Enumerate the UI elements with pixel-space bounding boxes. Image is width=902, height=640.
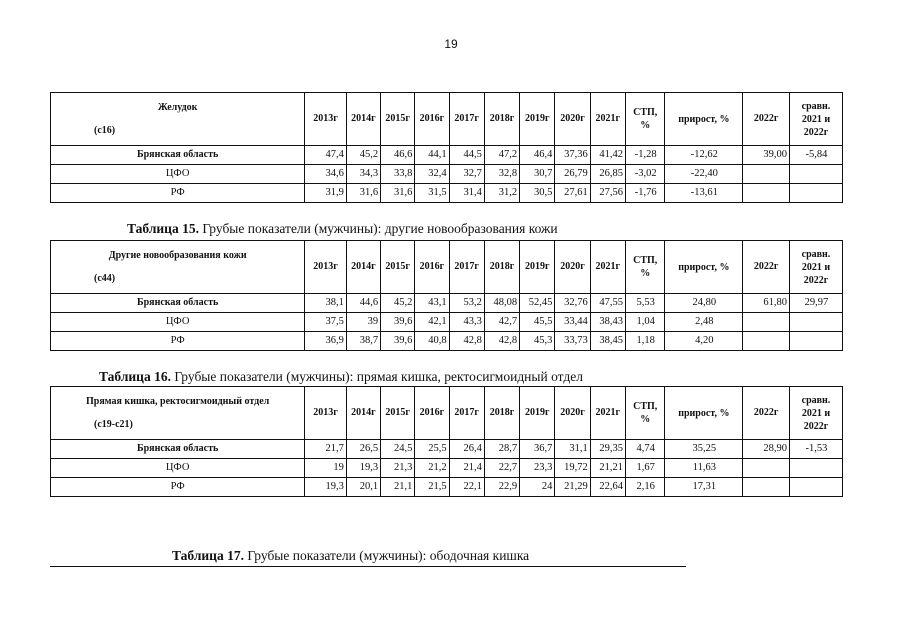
column-header-year-2020: 2020г — [555, 241, 590, 294]
column-header-year-2015: 2015г — [381, 241, 415, 294]
column-header-year-2022: 2022г — [743, 241, 790, 294]
icd-code: (с19-с21) — [94, 419, 133, 430]
column-header-year-2018: 2018г — [484, 93, 519, 146]
table-row — [51, 478, 843, 497]
cell-year-2020: 32,76 — [555, 294, 590, 313]
column-header-year-2021: 2021г — [590, 241, 625, 294]
cell-year-2020: 19,72 — [555, 459, 590, 478]
cell-year-2014: 44,6 — [346, 294, 380, 313]
region-label: Брянская область — [51, 440, 305, 459]
cell-year-2018: 42,7 — [484, 313, 519, 332]
cell-compare-2021-2022 — [789, 313, 842, 332]
cell-stp-percent: -3,02 — [625, 165, 664, 184]
cell-year-2013: 38,1 — [305, 294, 347, 313]
cell-year-2014: 20,1 — [346, 478, 380, 497]
cell-year-2022: 28,90 — [743, 440, 790, 459]
cell-year-2013: 19,3 — [305, 478, 347, 497]
cell-growth-percent: 2,48 — [665, 313, 743, 332]
cell-year-2015: 46,6 — [381, 146, 415, 165]
cell-year-2015: 21,1 — [381, 478, 415, 497]
cell-year-2021: 22,64 — [590, 478, 625, 497]
cell-year-2022 — [743, 478, 790, 497]
cell-year-2018: 22,7 — [484, 459, 519, 478]
cell-year-2020: 37,36 — [555, 146, 590, 165]
cell-stp-percent: 5,53 — [625, 294, 664, 313]
cell-year-2017: 53,2 — [449, 294, 484, 313]
region-label: РФ — [51, 184, 305, 203]
cell-compare-2021-2022 — [789, 459, 842, 478]
column-header-year-2015: 2015г — [381, 387, 415, 440]
column-header-year-2015: 2015г — [381, 93, 415, 146]
cell-year-2017: 32,7 — [449, 165, 484, 184]
cell-year-2019: 46,4 — [520, 146, 555, 165]
cell-year-2022 — [743, 332, 790, 351]
region-label: Брянская область — [51, 146, 305, 165]
cell-year-2018: 32,8 — [484, 165, 519, 184]
cell-growth-percent: 35,25 — [665, 440, 743, 459]
cell-year-2015: 39,6 — [381, 332, 415, 351]
cell-year-2018: 47,2 — [484, 146, 519, 165]
column-header-year-2022: 2022г — [743, 387, 790, 440]
column-header-year-2016: 2016г — [415, 387, 449, 440]
stomach-table — [50, 92, 843, 203]
table-row — [51, 184, 843, 203]
cell-year-2016: 25,5 — [415, 440, 449, 459]
cell-compare-2021-2022 — [789, 184, 842, 203]
skin-neoplasm-table — [50, 240, 843, 351]
cell-year-2017: 44,5 — [449, 146, 484, 165]
header-row — [51, 387, 843, 440]
cell-year-2021: 27,56 — [590, 184, 625, 203]
icd-code: (с16) — [94, 125, 116, 136]
region-label: ЦФО — [51, 165, 305, 184]
column-header-year-2014: 2014г — [346, 387, 380, 440]
cell-stp-percent: -1,28 — [625, 146, 664, 165]
table-row — [51, 459, 843, 478]
cell-stp-percent: 1,67 — [625, 459, 664, 478]
caption-number: Таблица 16. — [99, 369, 171, 384]
caption-text: Грубые показатели (мужчины): другие новообразования кожи — [198, 221, 558, 236]
cell-year-2014: 19,3 — [346, 459, 380, 478]
cell-year-2013: 34,6 — [305, 165, 347, 184]
table-row — [51, 440, 843, 459]
cell-year-2014: 38,7 — [346, 332, 380, 351]
cell-year-2014: 34,3 — [346, 165, 380, 184]
cell-year-2019: 45,3 — [520, 332, 555, 351]
cell-year-2015: 39,6 — [381, 313, 415, 332]
cell-compare-2021-2022: -5,84 — [789, 146, 842, 165]
caption-text: Грубые показатели (мужчины): ободочная кишка — [243, 548, 530, 563]
cell-year-2016: 32,4 — [415, 165, 449, 184]
column-header-year-2017: 2017г — [449, 241, 484, 294]
column-header-year-2021: 2021г — [590, 93, 625, 146]
cell-growth-percent: 4,20 — [665, 332, 743, 351]
column-header-year-2016: 2016г — [415, 241, 449, 294]
column-header-year-2021: 2021г — [590, 387, 625, 440]
column-header-year-2017: 2017г — [449, 93, 484, 146]
column-header-stp-percent: СТП, % — [625, 387, 664, 440]
table-row — [51, 146, 843, 165]
site-name: Желудок — [157, 102, 198, 113]
cell-year-2018: 22,9 — [484, 478, 519, 497]
site-header-cell — [51, 387, 305, 440]
cell-year-2019: 23,3 — [520, 459, 555, 478]
column-header-compare-2021-2022: сравн. 2021 и 2022г — [789, 93, 842, 146]
cell-compare-2021-2022 — [789, 165, 842, 184]
table-16-caption — [99, 369, 583, 385]
column-header-year-2014: 2014г — [346, 241, 380, 294]
cell-year-2017: 26,4 — [449, 440, 484, 459]
cell-year-2020: 27,61 — [555, 184, 590, 203]
cell-year-2017: 22,1 — [449, 478, 484, 497]
cell-year-2016: 40,8 — [415, 332, 449, 351]
cell-year-2017: 42,8 — [449, 332, 484, 351]
table-17-top-rule — [50, 566, 686, 567]
cell-year-2022 — [743, 184, 790, 203]
cell-year-2018: 28,7 — [484, 440, 519, 459]
cell-compare-2021-2022 — [789, 478, 842, 497]
cell-year-2018: 31,2 — [484, 184, 519, 203]
cell-year-2018: 48,08 — [484, 294, 519, 313]
cell-stp-percent: 2,16 — [625, 478, 664, 497]
column-header-year-2020: 2020г — [555, 387, 590, 440]
cell-year-2015: 33,8 — [381, 165, 415, 184]
region-label: РФ — [51, 332, 305, 351]
cell-stp-percent: 1,18 — [625, 332, 664, 351]
cell-year-2022 — [743, 459, 790, 478]
cell-year-2021: 29,35 — [590, 440, 625, 459]
cell-year-2015: 31,6 — [381, 184, 415, 203]
column-header-year-2018: 2018г — [484, 241, 519, 294]
cell-year-2022: 39,00 — [743, 146, 790, 165]
region-label: ЦФО — [51, 313, 305, 332]
cell-growth-percent: 24,80 — [665, 294, 743, 313]
column-header-year-2018: 2018г — [484, 387, 519, 440]
cell-year-2022 — [743, 165, 790, 184]
cell-year-2019: 24 — [520, 478, 555, 497]
region-label: РФ — [51, 478, 305, 497]
cell-year-2013: 37,5 — [305, 313, 347, 332]
cell-year-2013: 21,7 — [305, 440, 347, 459]
column-header-year-2019: 2019г — [520, 241, 555, 294]
site-name: Прямая кишка, ректосигмоидный отдел — [86, 396, 270, 407]
cell-year-2021: 47,55 — [590, 294, 625, 313]
cell-year-2021: 41,42 — [590, 146, 625, 165]
cell-year-2020: 33,44 — [555, 313, 590, 332]
caption-number: Таблица 17. — [172, 548, 244, 563]
cell-growth-percent: 17,31 — [665, 478, 743, 497]
cell-growth-percent: -22,40 — [665, 165, 743, 184]
cell-year-2014: 26,5 — [346, 440, 380, 459]
cell-year-2021: 21,21 — [590, 459, 625, 478]
column-header-year-2016: 2016г — [415, 93, 449, 146]
cell-year-2021: 26,85 — [590, 165, 625, 184]
cell-year-2019: 36,7 — [520, 440, 555, 459]
cell-compare-2021-2022: -1,53 — [789, 440, 842, 459]
cell-year-2013: 19 — [305, 459, 347, 478]
column-header-compare-2021-2022: сравн. 2021 и 2022г — [789, 387, 842, 440]
cell-year-2013: 31,9 — [305, 184, 347, 203]
cell-year-2014: 39 — [346, 313, 380, 332]
cell-year-2018: 42,8 — [484, 332, 519, 351]
caption-text: Грубые показатели (мужчины): прямая кишка, ректосигмоидный отдел — [170, 369, 583, 384]
cell-year-2021: 38,45 — [590, 332, 625, 351]
cell-year-2020: 33,73 — [555, 332, 590, 351]
cell-year-2015: 24,5 — [381, 440, 415, 459]
table-15-caption — [127, 221, 558, 237]
cell-year-2019: 30,7 — [520, 165, 555, 184]
cell-year-2013: 36,9 — [305, 332, 347, 351]
site-name: Другие новообразования кожи — [108, 250, 247, 261]
column-header-growth-percent: прирост, % — [665, 93, 743, 146]
header-row — [51, 93, 843, 146]
cell-year-2015: 21,3 — [381, 459, 415, 478]
column-header-year-2019: 2019г — [520, 93, 555, 146]
cell-year-2013: 47,4 — [305, 146, 347, 165]
cell-growth-percent: -12,62 — [665, 146, 743, 165]
cell-stp-percent: 1,04 — [625, 313, 664, 332]
table-17-caption — [172, 548, 529, 564]
table-row — [51, 332, 843, 351]
cell-stp-percent: -1,76 — [625, 184, 664, 203]
caption-number: Таблица 15. — [127, 221, 199, 236]
cell-year-2017: 31,4 — [449, 184, 484, 203]
cell-growth-percent: 11,63 — [665, 459, 743, 478]
cell-year-2016: 43,1 — [415, 294, 449, 313]
cell-year-2022: 61,80 — [743, 294, 790, 313]
column-header-year-2013: 2013г — [305, 387, 347, 440]
column-header-growth-percent: прирост, % — [665, 387, 743, 440]
page-number: 19 — [444, 37, 458, 51]
table-row — [51, 165, 843, 184]
column-header-year-2014: 2014г — [346, 93, 380, 146]
cell-year-2017: 21,4 — [449, 459, 484, 478]
cell-year-2021: 38,43 — [590, 313, 625, 332]
cell-year-2016: 42,1 — [415, 313, 449, 332]
cell-stp-percent: 4,74 — [625, 440, 664, 459]
rectum-table — [50, 386, 843, 497]
cell-year-2016: 44,1 — [415, 146, 449, 165]
column-header-compare-2021-2022: сравн. 2021 и 2022г — [789, 241, 842, 294]
cell-year-2016: 21,5 — [415, 478, 449, 497]
icd-code: (с44) — [94, 273, 116, 284]
cell-year-2016: 31,5 — [415, 184, 449, 203]
column-header-year-2013: 2013г — [305, 93, 347, 146]
table-row — [51, 294, 843, 313]
cell-year-2019: 30,5 — [520, 184, 555, 203]
cell-year-2020: 31,1 — [555, 440, 590, 459]
cell-year-2022 — [743, 313, 790, 332]
cell-compare-2021-2022: 29,97 — [789, 294, 842, 313]
cell-year-2017: 43,3 — [449, 313, 484, 332]
cell-year-2020: 21,29 — [555, 478, 590, 497]
cell-growth-percent: -13,61 — [665, 184, 743, 203]
column-header-stp-percent: СТП, % — [625, 93, 664, 146]
table-row — [51, 313, 843, 332]
site-header-cell — [51, 241, 305, 294]
column-header-year-2019: 2019г — [520, 387, 555, 440]
cell-year-2015: 45,2 — [381, 294, 415, 313]
region-label: ЦФО — [51, 459, 305, 478]
header-row — [51, 241, 843, 294]
column-header-year-2013: 2013г — [305, 241, 347, 294]
cell-year-2019: 52,45 — [520, 294, 555, 313]
cell-year-2014: 45,2 — [346, 146, 380, 165]
cell-year-2016: 21,2 — [415, 459, 449, 478]
column-header-stp-percent: СТП, % — [625, 241, 664, 294]
column-header-year-2022: 2022г — [743, 93, 790, 146]
column-header-growth-percent: прирост, % — [665, 241, 743, 294]
region-label: Брянская область — [51, 294, 305, 313]
site-header-cell — [51, 93, 305, 146]
cell-compare-2021-2022 — [789, 332, 842, 351]
column-header-year-2017: 2017г — [449, 387, 484, 440]
cell-year-2019: 45,5 — [520, 313, 555, 332]
cell-year-2020: 26,79 — [555, 165, 590, 184]
cell-year-2014: 31,6 — [346, 184, 380, 203]
column-header-year-2020: 2020г — [555, 93, 590, 146]
